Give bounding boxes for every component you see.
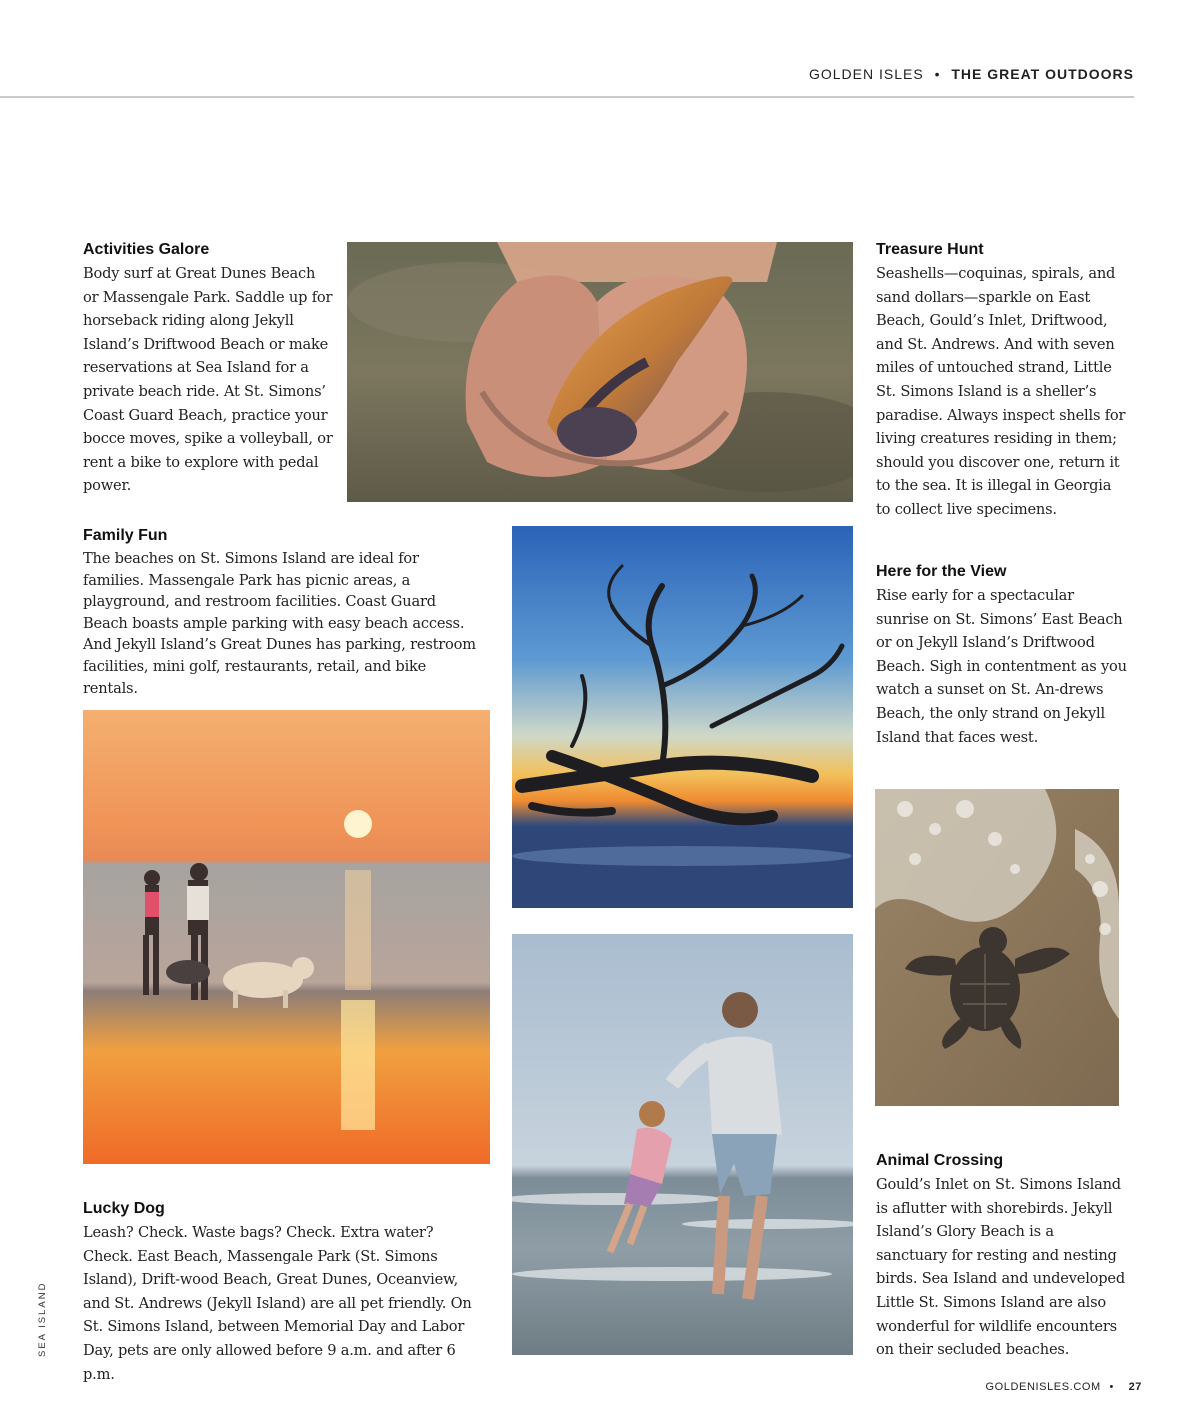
seashell-hands-photo	[347, 242, 853, 502]
dogs-sunset-beach-photo	[83, 710, 490, 1164]
lucky-dog-title: Lucky Dog	[83, 1200, 165, 1217]
animal-crossing-block	[876, 1152, 1128, 1362]
page-footer	[985, 1381, 1142, 1393]
treasure-hunt-block	[876, 241, 1128, 522]
header-separator: •	[934, 66, 941, 82]
animal-crossing-title: Animal Crossing	[876, 1152, 1004, 1169]
animal-crossing-body: Gould’s Inlet on St. Simons Island is aflutter with shorebirds. Jekyll Island’s Glory Beach is a sanctuary for resting and nesting birds. Sea Island and undeveloped Little St. Simons Island are also wonderful for wildlife encounters on their secluded beaches.	[876, 1176, 1125, 1359]
side-label: SEA ISLAND	[37, 1281, 48, 1357]
family-fun-body: The beaches on St. Simons Island are ideal for families. Massengale Park has picnic areas, a playground, and restroom facilities. Coast Guard Beach boasts ample parking with easy beach access. And Jekyll Island’s Great Dunes has parking, restroom facilities, mini golf, restaurants, retail, and bike rentals.	[83, 550, 476, 697]
page-number: 27	[1128, 1381, 1142, 1393]
family-fun-title: Family Fun	[83, 527, 168, 544]
treasure-hunt-body: Seashells—coquinas, spirals, and sand dollars—sparkle on East Beach, Gould’s Inlet, Driftwood, and St. Andrews. And with seven miles of untouched strand, Little St. Simons Island is a sheller’s paradise. Always inspect shells for living creatures residing in them; should you discover one, return it to the sea. It is illegal in Georgia to collect live specimens.	[876, 265, 1126, 518]
treasure-hunt-title: Treasure Hunt	[876, 241, 984, 258]
activities-galore-body: Body surf at Great Dunes Beach or Massengale Park. Saddle up for horseback riding along Jekyll Island’s Driftwood Beach or make reservations at Sea Island for a private beach ride. At St. Simons’ Coast Guard Beach, practice your bocce moves, spike a volleyball, or rent a bike to explore with pedal power.	[83, 265, 333, 495]
father-child-beach-photo	[512, 934, 853, 1355]
lucky-dog-body: Leash? Check. Waste bags? Check. Extra water? Check. East Beach, Massengale Park (St. Simons Island), Drift-wood Beach, Great Dunes, Oceanview, and St. Andrews (Jekyll Island) are all pet friendly. On St. Simons Island, between Memorial Day and Labor Day, pets are only allowed before 9 a.m. and after 6 p.m.	[83, 1224, 472, 1383]
activities-galore-block	[83, 241, 333, 498]
sea-turtle-hatchling-photo	[875, 789, 1119, 1106]
header-rule	[0, 96, 1134, 98]
running-header	[809, 66, 1134, 82]
footer-site: GOLDENISLES.COM	[985, 1381, 1101, 1393]
lucky-dog-block	[83, 1200, 483, 1386]
here-for-the-view-block	[876, 563, 1128, 749]
here-for-the-view-body: Rise early for a spectacular sunrise on St. Simons’ East Beach or on Jekyll Island’s Driftwood Beach. Sigh in contentment as you watch a sunset on St. An-drews Beach, the only strand on Jekyll Island that faces west.	[876, 587, 1127, 746]
activities-galore-title: Activities Galore	[83, 241, 210, 258]
section-name: THE GREAT OUTDOORS	[951, 66, 1134, 82]
driftwood-sunrise-photo	[512, 526, 853, 908]
family-fun-block	[83, 527, 483, 699]
publication-name: GOLDEN ISLES	[808, 66, 924, 82]
here-for-the-view-title: Here for the View	[876, 563, 1007, 580]
footer-separator: •	[1109, 1381, 1114, 1393]
